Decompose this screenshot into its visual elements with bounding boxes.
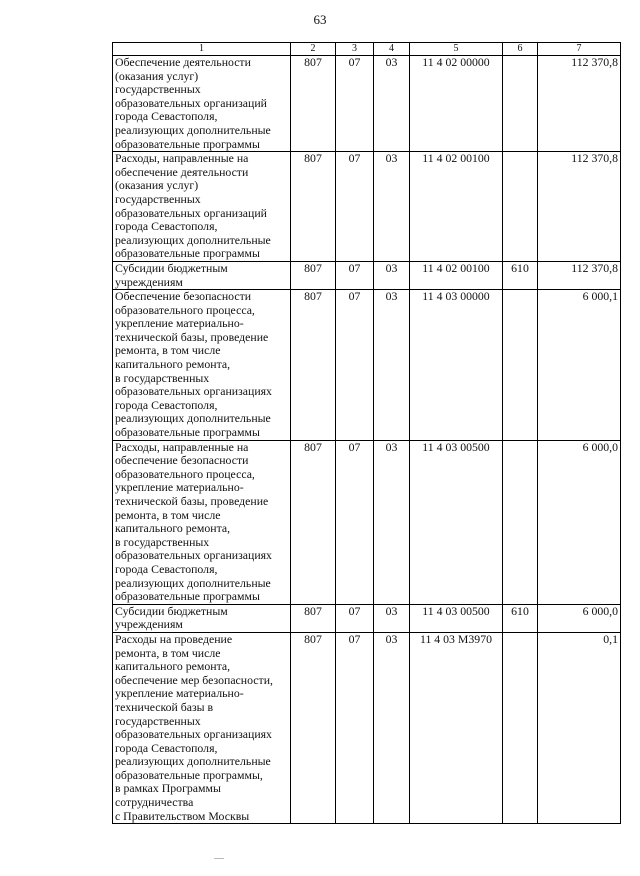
agency-code-cell: 807 [291,604,336,632]
description-line: (оказания услуг) [115,178,199,193]
subsection-code-cell: 03 [374,440,410,604]
agency-code-cell: 807 [291,290,336,441]
description-line: реализующих дополнительные [115,754,271,769]
section-code-cell: 07 [336,440,374,604]
column-header-7: 7 [538,43,621,56]
description-line: технической базы, проведение [115,329,269,344]
amount-cell: 112 370,8 [538,152,621,262]
description-line: капитального ремонта, [115,659,231,674]
column-header-2: 2 [291,43,336,56]
section-code-cell: 07 [336,56,374,152]
description-cell [113,440,291,604]
description-line: в рамках Программы [115,781,221,796]
target-article-cell: 11 4 03 М3970 [410,632,503,823]
description-line: Расходы на проведение [115,632,233,646]
agency-code-cell: 807 [291,632,336,823]
scan-mark [214,858,224,859]
description-line: образовательные программы [115,425,260,440]
expense-type-cell: 610 [503,261,538,289]
description-line: города Севастополя, [115,219,218,234]
description-line: реализующих дополнительные [115,575,271,590]
description-line: Расходы, направленные на [115,151,249,166]
description-line: укрепление материально- [115,316,244,331]
description-line: обеспечение безопасности [115,453,249,468]
description-line: обеспечение мер безопасности, [115,672,273,687]
budget-table [112,42,621,824]
description-line: города Севастополя, [115,397,218,412]
description-line: с Правительством Москвы [115,808,250,823]
description-line: города Севастополя, [115,109,218,124]
description-line: образовательные программы [115,246,260,261]
description-line: капитального ремонта, [115,521,231,536]
subsection-code-cell: 03 [374,632,410,823]
description-line: ремонта, в том числе [115,343,221,358]
description-line: в государственных [115,370,210,385]
column-header-5: 5 [410,43,503,56]
description-line: реализующих дополнительные [115,232,271,247]
expense-type-cell [503,632,538,823]
description-line: Обеспечение деятельности [115,55,251,69]
expense-type-cell [503,56,538,152]
table-row [113,440,621,604]
amount-cell: 6 000,1 [538,290,621,441]
description-line: учреждениям [115,617,183,632]
description-cell [113,604,291,632]
description-line: ремонта, в том числе [115,645,221,660]
agency-code-cell: 807 [291,56,336,152]
description-line: образовательные программы, [115,767,263,782]
description-line: образовательные программы [115,589,260,604]
description-line: технической базы, проведение [115,494,269,508]
table-row [113,632,621,823]
description-line: укрепление материально- [115,480,244,495]
table-row [113,56,621,152]
description-line: государственных [115,82,201,97]
subsection-code-cell: 03 [374,290,410,441]
description-line: Субсидии бюджетным [115,604,228,618]
expense-type-cell [503,290,538,441]
description-line: ремонта, в том числе [115,507,221,522]
header-row [113,43,621,56]
target-article-cell: 11 4 03 00000 [410,290,503,441]
description-cell [113,56,291,152]
description-line: укрепление материально- [115,686,244,701]
description-line: образовательных организациях [115,384,272,399]
description-line: государственных [115,713,201,728]
section-code-cell: 07 [336,604,374,632]
expense-type-cell [503,152,538,262]
amount-cell: 112 370,8 [538,261,621,289]
subsection-code-cell: 03 [374,261,410,289]
description-line: города Севастополя, [115,740,218,755]
section-code-cell: 07 [336,152,374,262]
expense-type-cell [503,440,538,604]
subsection-code-cell: 03 [374,152,410,262]
description-line: образовательные программы [115,136,260,151]
target-article-cell: 11 4 02 00000 [410,56,503,152]
amount-cell: 6 000,0 [538,604,621,632]
description-line: образовательных организациях [115,548,272,563]
description-line: образовательных организаций [115,205,267,220]
description-line: реализующих дополнительные [115,411,271,426]
target-article-cell: 11 4 02 00100 [410,261,503,289]
description-line: сотрудничества [115,795,194,810]
amount-cell: 112 370,8 [538,56,621,152]
description-line: Обеспечение безопасности [115,289,252,304]
subsection-code-cell: 03 [374,604,410,632]
description-cell [113,152,291,262]
target-article-cell: 11 4 03 00500 [410,604,503,632]
table-body [113,56,621,824]
target-article-cell: 11 4 03 00500 [410,440,503,604]
agency-code-cell: 807 [291,261,336,289]
description-line: государственных [115,191,201,206]
column-header-6: 6 [503,43,538,56]
table-row [113,261,621,289]
description-cell [113,632,291,823]
expense-type-cell: 610 [503,604,538,632]
description-line: в государственных [115,534,210,549]
table-row [113,290,621,441]
description-line: Расходы, направленные на [115,440,249,454]
amount-cell: 6 000,0 [538,440,621,604]
subsection-code-cell: 03 [374,56,410,152]
page-number: 63 [313,12,327,27]
agency-code-cell: 807 [291,440,336,604]
amount-cell: 0,1 [538,632,621,823]
description-line: технической базы в [115,699,214,714]
section-code-cell: 07 [336,261,374,289]
description-line: образовательного процесса, [115,466,255,481]
description-line: образовательных организаций [115,95,267,110]
description-line: образовательного процесса, [115,302,255,317]
description-line: капитального ремонта, [115,357,231,372]
table-row [113,152,621,262]
description-cell [113,290,291,441]
column-header-1: 1 [113,43,291,56]
column-header-4: 4 [374,43,410,56]
target-article-cell: 11 4 02 00100 [410,152,503,262]
description-line: (оказания услуг) [115,68,199,83]
description-line: города Севастополя, [115,561,218,576]
description-cell [113,261,291,289]
description-line: Субсидии бюджетным [115,261,228,275]
column-header-3: 3 [336,43,374,56]
description-line: обеспечение деятельности [115,164,249,179]
section-code-cell: 07 [336,632,374,823]
description-line: реализующих дополнительные [115,122,271,137]
description-line: учреждениям [115,274,183,289]
section-code-cell: 07 [336,290,374,441]
agency-code-cell: 807 [291,152,336,262]
description-line: образовательных организациях [115,727,272,742]
table-row [113,604,621,632]
